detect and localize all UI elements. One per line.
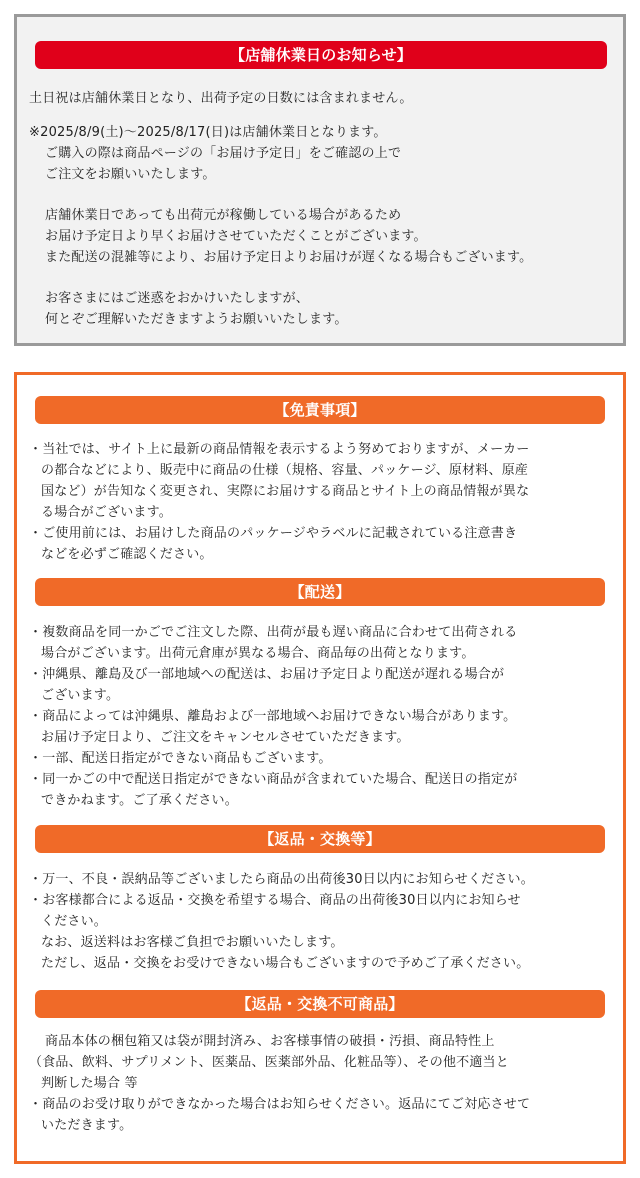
- shipping-line: できかねます。ご了承ください。: [41, 793, 238, 808]
- disclaimer-line: ・ご使用前には、お届けした商品のパッケージやラベルに記載されている注意書き: [29, 526, 518, 541]
- shipping-header: 【配送】: [35, 578, 605, 606]
- shipping-line: 場合がございます。出荷元倉庫が異なる場合、商品毎の出荷となります。: [41, 646, 475, 661]
- returns-line: ただし、返品・交換をお受けできない場合もございますので予めご了承ください。: [41, 956, 530, 971]
- closure-line: また配送の混雑等により、お届け予定日よりお届けが遅くなる場合もございます。: [45, 250, 533, 265]
- closure-line: 土日祝は店舗休業日となり、出荷予定の日数には含まれません。: [29, 91, 413, 106]
- returns-line: なお、返送料はお客様ご負担でお願いいたします。: [41, 935, 344, 950]
- closure-line: 店舗休業日であっても出荷元が稼働している場合があるため: [45, 208, 402, 223]
- returns-line: ・お客様都合による返品・交換を希望する場合、商品の出荷後30日以内にお知らせ: [29, 893, 521, 908]
- closure-notice-box: [14, 14, 626, 346]
- shipping-line: ・沖縄県、離島及び一部地域への配送は、お届け予定日より配送が遅れる場合が: [29, 667, 505, 682]
- shipping-line: ・商品によっては沖縄県、離島および一部地域へお届けできない場合があります。: [29, 709, 517, 724]
- disclaimer-header: 【免責事項】: [35, 396, 605, 424]
- shipping-line: お届け予定日より、ご注文をキャンセルさせていただきます。: [41, 730, 410, 745]
- closure-line: ご購入の際は商品ページの「お届け予定日」をご確認の上で: [45, 146, 402, 161]
- closure-line: ※2025/8/9(土)～2025/8/17(日)は店舗休業日となります。: [29, 125, 387, 140]
- nonreturn-line: いただきます。: [41, 1118, 133, 1133]
- returns-header: 【返品・交換等】: [35, 825, 605, 853]
- shipping-line: ・同一かごの中で配送日指定ができない商品が含まれていた場合、配送日の指定が: [29, 772, 518, 787]
- shipping-line: ございます。: [41, 688, 120, 703]
- disclaimer-line: 国など）が告知なく変更され、実際にお届けする商品とサイト上の商品情報が異な: [41, 484, 530, 499]
- closure-line: お届け予定日より早くお届けさせていただくことがございます。: [45, 229, 427, 244]
- nonreturn-line: 判断した場合 等: [41, 1076, 138, 1091]
- nonreturn-line: （食品、飲料、サプリメント、医薬品、医薬部外品、化粧品等）、その他不適当と: [29, 1055, 509, 1070]
- disclaimer-line: などを必ずご確認ください。: [41, 547, 213, 562]
- nonreturn-header: 【返品・交換不可商品】: [35, 990, 605, 1018]
- disclaimer-line: の都合などにより、販売中に商品の仕様（規格、容量、パッケージ、原材料、原産: [41, 463, 529, 478]
- shipping-line: ・複数商品を同一かごでご注文した際、出荷が最も遅い商品に合わせて出荷される: [29, 625, 518, 640]
- returns-line: ください。: [41, 914, 108, 929]
- closure-notice-header: 【店舗休業日のお知らせ】: [35, 41, 607, 69]
- disclaimer-line: る場合がございます。: [41, 505, 172, 520]
- closure-line: お客さまにはご迷惑をおかけいたしますが、: [45, 291, 310, 306]
- nonreturn-line: ・商品のお受け取りができなかった場合はお知らせください。返品にてご対応させて: [29, 1097, 531, 1112]
- closure-line: 何とぞご理解いただきますようお願いいたします。: [45, 312, 348, 327]
- shipping-line: ・一部、配送日指定ができない商品もございます。: [29, 751, 332, 766]
- nonreturn-line: 商品本体の梱包箱又は袋が開封済み、お客様事情の破損・汚損、商品特性上: [45, 1034, 495, 1049]
- disclaimer-line: ・当社では、サイト上に最新の商品情報を表示するよう努めておりますが、メーカー: [29, 442, 530, 457]
- closure-line: ご注文をお願いいたします。: [45, 167, 216, 182]
- returns-line: ・万一、不良・誤納品等ございましたら商品の出荷後30日以内にお知らせください。: [29, 872, 534, 887]
- policy-box: [14, 372, 626, 1164]
